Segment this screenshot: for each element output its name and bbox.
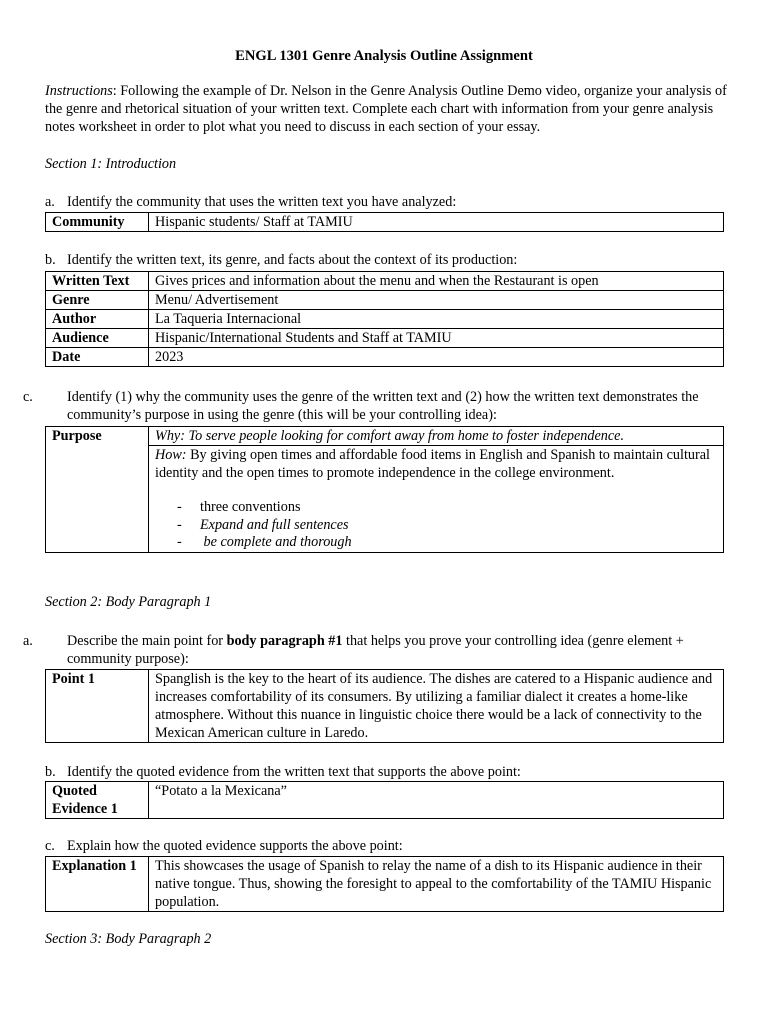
explanation-1-key: Explanation 1 [46, 857, 149, 912]
question-2c-label: c. [45, 838, 55, 854]
question-2c-text: Explain how the quoted evidence supports the above point: [67, 838, 403, 854]
table-row [46, 310, 724, 329]
community-key: Community [46, 213, 149, 232]
community-table [45, 212, 724, 232]
question-2a [23, 632, 735, 668]
table-row [46, 782, 724, 819]
question-2a-line [23, 632, 735, 668]
question-2a-label: a. [23, 633, 33, 649]
question-2b [45, 763, 735, 781]
quoted-evidence-key: Quoted Evidence 1 [46, 782, 149, 819]
question-1a-label: a. [45, 194, 55, 210]
question-1b-text: Identify the written text, its genre, and facts about the context of its production: [67, 252, 518, 268]
quoted-evidence-value: “Potato a la Mexicana” [149, 782, 724, 819]
instructions-label: Instructions [45, 83, 113, 99]
evidence-table [45, 781, 724, 819]
explanation-1-value: This showcases the usage of Spanish to relay the name of a dish to its Hispanic audience in their native tongue. Thus, showing the foresight to appeal to the comfortability of the TAMIU Hispanic population. [149, 857, 724, 912]
list-item: - three conventions [155, 499, 717, 517]
purpose-how [155, 446, 717, 482]
author-value: La Taqueria Internacional [149, 310, 724, 329]
table-row [46, 272, 724, 291]
question-2c [45, 837, 735, 855]
date-key: Date [46, 348, 149, 367]
explanation-table [45, 856, 724, 912]
question-1b [45, 251, 735, 269]
question-2a-post: that helps you prove your controlling idea (genre element + community purpose): [67, 633, 684, 667]
context-table [45, 271, 724, 367]
purpose-key: Purpose [46, 427, 149, 553]
purpose-how-text: By giving open times and affordable food items in English and Spanish to maintain cultural identity and the open times to promote independence in the college environment. [155, 447, 710, 481]
community-value: Hispanic students/ Staff at TAMIU [149, 213, 724, 232]
question-1c [23, 388, 735, 424]
genre-value: Menu/ Advertisement [149, 291, 724, 310]
question-1c-text: Identify (1) why the community uses the genre of the written text and (2) how the written text demonstrates the community’s purpose in using the genre (this will be your controlling idea): [67, 389, 699, 423]
table-row [46, 857, 724, 912]
question-2a-pre: Describe the main point for [67, 633, 227, 649]
author-key: Author [46, 310, 149, 329]
table-row [46, 427, 724, 446]
purpose-why: Why: To serve people looking for comfort away from home to foster independence. [149, 427, 724, 446]
section-1-heading: Section 1: Introduction [45, 156, 177, 172]
list-item: - be complete and thorough [155, 534, 717, 552]
spacer [155, 482, 717, 499]
question-2b-text: Identify the quoted evidence from the written text that supports the above point: [67, 764, 521, 780]
audience-key: Audience [46, 329, 149, 348]
table-row [46, 348, 724, 367]
table-row [46, 670, 724, 743]
instructions-paragraph [45, 82, 735, 136]
section-2-heading: Section 2: Body Paragraph 1 [45, 594, 212, 610]
point-1-value: Spanglish is the key to the heart of its audience. The dishes are catered to a Hispanic audience and increases comfortability of its consumers. By utilizing a familiar dialect it creates a home-like atmosphere. Without this nuance in linguistic choice there would be a lack of connectivity to the Mexican American culture in Laredo. [149, 670, 724, 743]
question-1c-label: c. [23, 389, 33, 405]
page-title: ENGL 1301 Genre Analysis Outline Assignment [235, 48, 533, 64]
question-1b-label: b. [45, 252, 56, 268]
table-row [46, 291, 724, 310]
question-1c-line [23, 388, 735, 424]
table-row [46, 329, 724, 348]
question-1a [45, 193, 735, 211]
point-1-table [45, 669, 724, 743]
written-text-value: Gives prices and information about the menu and when the Restaurant is open [149, 272, 724, 291]
section-3-heading: Section 3: Body Paragraph 2 [45, 931, 212, 947]
purpose-bullet-list [155, 499, 717, 552]
question-2b-label: b. [45, 764, 56, 780]
instructions-text: : Following the example of Dr. Nelson in the Genre Analysis Outline Demo video, organize your analysis of the genre and rhetorical situation of your written text. Complete each chart with information from your genre analysis notes worksheet in order to plot what you need to discuss in each section of your essay. [45, 83, 727, 135]
genre-key: Genre [46, 291, 149, 310]
question-1a-text: Identify the community that uses the written text you have analyzed: [67, 194, 457, 210]
list-item: - Expand and full sentences [155, 517, 717, 535]
written-text-key: Written Text [46, 272, 149, 291]
purpose-how-cell [149, 446, 724, 553]
purpose-table [45, 426, 724, 553]
audience-value: Hispanic/International Students and Staff at TAMIU [149, 329, 724, 348]
purpose-how-label: How: [155, 447, 187, 463]
question-2a-bold: body paragraph #1 [226, 633, 343, 649]
point-1-key: Point 1 [46, 670, 149, 743]
date-value: 2023 [149, 348, 724, 367]
table-row [46, 213, 724, 232]
